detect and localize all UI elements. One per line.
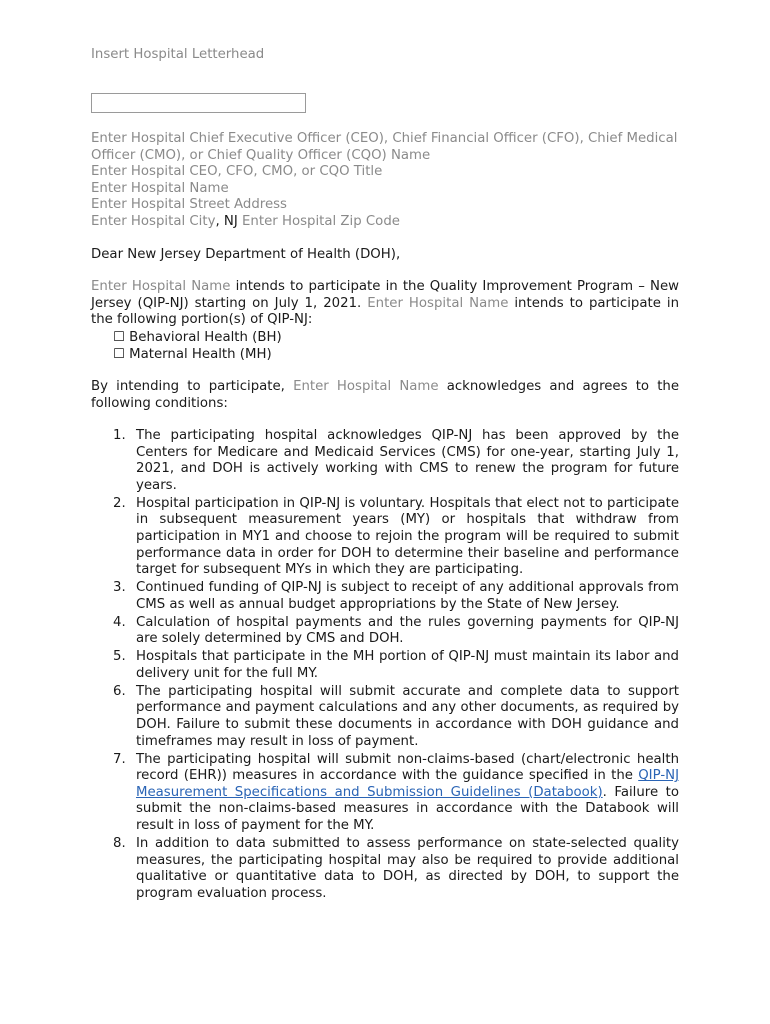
intro-text-2: intends to participate in the following portion(s) of QIP-NJ: (91, 295, 680, 328)
condition-number: 4. (113, 614, 126, 630)
city-state-zip-line (91, 214, 681, 231)
condition-item (91, 428, 679, 494)
agree-text-2: acknowledges and agrees to the following conditions: (91, 379, 680, 411)
address-block (91, 131, 681, 230)
city-field[interactable]: Enter Hospital City (91, 213, 216, 229)
checkbox-icon[interactable]: ☐ (113, 330, 125, 345)
condition-number: 1. (113, 428, 126, 443)
checkbox-label: Behavioral Health (BH) (124, 330, 282, 345)
intro-hospital-name-field-1[interactable]: Enter Hospital Name (91, 279, 231, 294)
salutation: Dear New Jersey Department of Health (DOH), (91, 247, 401, 262)
condition-item (91, 649, 679, 682)
condition-text: The participating hospital will submit accurate and complete data to support performance and payment calculations and any other documents, as required by DOH. Failure to submit these documents in accordance with DOH guidance and timeframes may result in loss of payment. (136, 683, 679, 749)
officer-title-field[interactable]: Enter Hospital CEO, CFO, CMO, or CQO Title (91, 164, 383, 179)
checkbox-maternal-health[interactable] (113, 346, 282, 363)
checkbox-behavioral-health[interactable] (113, 329, 282, 346)
condition-text-after-link: . Failure to submit the non-claims-based measures in accordance with the Databook will result in loss of payment for the MY. (136, 784, 679, 833)
date-field[interactable] (91, 93, 306, 113)
conditions-list (91, 428, 679, 904)
agreement-paragraph (91, 379, 679, 412)
condition-item (91, 684, 679, 750)
condition-item (91, 496, 679, 579)
intro-text-1: intends to participate in the Quality Improvement Program – New Jersey (QIP-NJ) starting on July 1, 2021. (91, 279, 679, 311)
condition-text: Continued funding of QIP-NJ is subject to receipt of any additional approvals from CMS as well as annual budget appropriations by the State of New Jersey. (136, 580, 679, 612)
condition-text-before-link: The participating hospital will submit non-claims-based (chart/electronic health record (EHR)) measures in accordance with the guidance specified in the (136, 751, 679, 784)
checkbox-label: Maternal Health (MH) (124, 347, 272, 362)
state-text: , NJ (215, 213, 243, 229)
condition-item (91, 752, 679, 835)
databook-link[interactable]: QIP-NJ Measurement Specifications and Submission Guidelines (Databook) (136, 768, 679, 800)
condition-text: Hospitals that participate in the MH portion of QIP-NJ must maintain its labor and delivery unit for the full MY. (136, 649, 679, 681)
condition-item (91, 580, 679, 613)
zip-field[interactable]: Enter Hospital Zip Code (242, 213, 400, 229)
condition-number: 5. (113, 649, 126, 665)
condition-text: The participating hospital acknowledges QIP-NJ has been approved by the Centers for Medicare and Medicaid Services (CMS) for one-year, starting July 1, 2021, and DOH is actively working with CMS to renew the program for future years. (136, 428, 679, 493)
condition-item (91, 615, 679, 648)
letterhead-placeholder[interactable]: Insert Hospital Letterhead (91, 47, 265, 62)
condition-text: In addition to data submitted to assess performance on state-selected quality measures, the participating hospital may also be required to provide additional qualitative or quantitative data to DOH, as directed by DOH, to support the program evaluation process. (136, 835, 679, 901)
officer-name-field[interactable]: Enter Hospital Chief Executive Officer (CEO), Chief Financial Officer (CFO), Chief Medical Officer (CMO), or Chief Quality Officer (CQO) Name (91, 131, 678, 163)
condition-number: 8. (113, 835, 126, 851)
condition-number: 3. (113, 580, 126, 596)
street-address-field[interactable]: Enter Hospital Street Address (91, 197, 287, 212)
condition-text: Calculation of hospital payments and the rules governing payments for QIP-NJ are solely determined by CMS and DOH. (136, 614, 679, 647)
program-portion-checklist (113, 329, 282, 363)
checkbox-icon[interactable]: ☐ (113, 347, 125, 362)
condition-text: Hospital participation in QIP-NJ is voluntary. Hospitals that elect not to participate in subsequent measurement years (MY) or hospitals that withdraw from participation in MY1 and choose to rejoin the program will be required to submit performance data in order for DOH to determine their baseline and performance target for subsequent MYs in which they are participating. (136, 495, 679, 578)
condition-number: 7. (113, 751, 126, 767)
condition-item (91, 836, 679, 902)
condition-number: 2. (113, 495, 126, 511)
agree-text-1: By intending to participate, (91, 379, 294, 394)
intro-hospital-name-field-2[interactable]: Enter Hospital Name (367, 295, 509, 311)
condition-number: 6. (113, 683, 126, 699)
intro-paragraph (91, 279, 679, 329)
hospital-name-field[interactable]: Enter Hospital Name (91, 180, 229, 196)
agree-hospital-name-field[interactable]: Enter Hospital Name (293, 379, 439, 394)
